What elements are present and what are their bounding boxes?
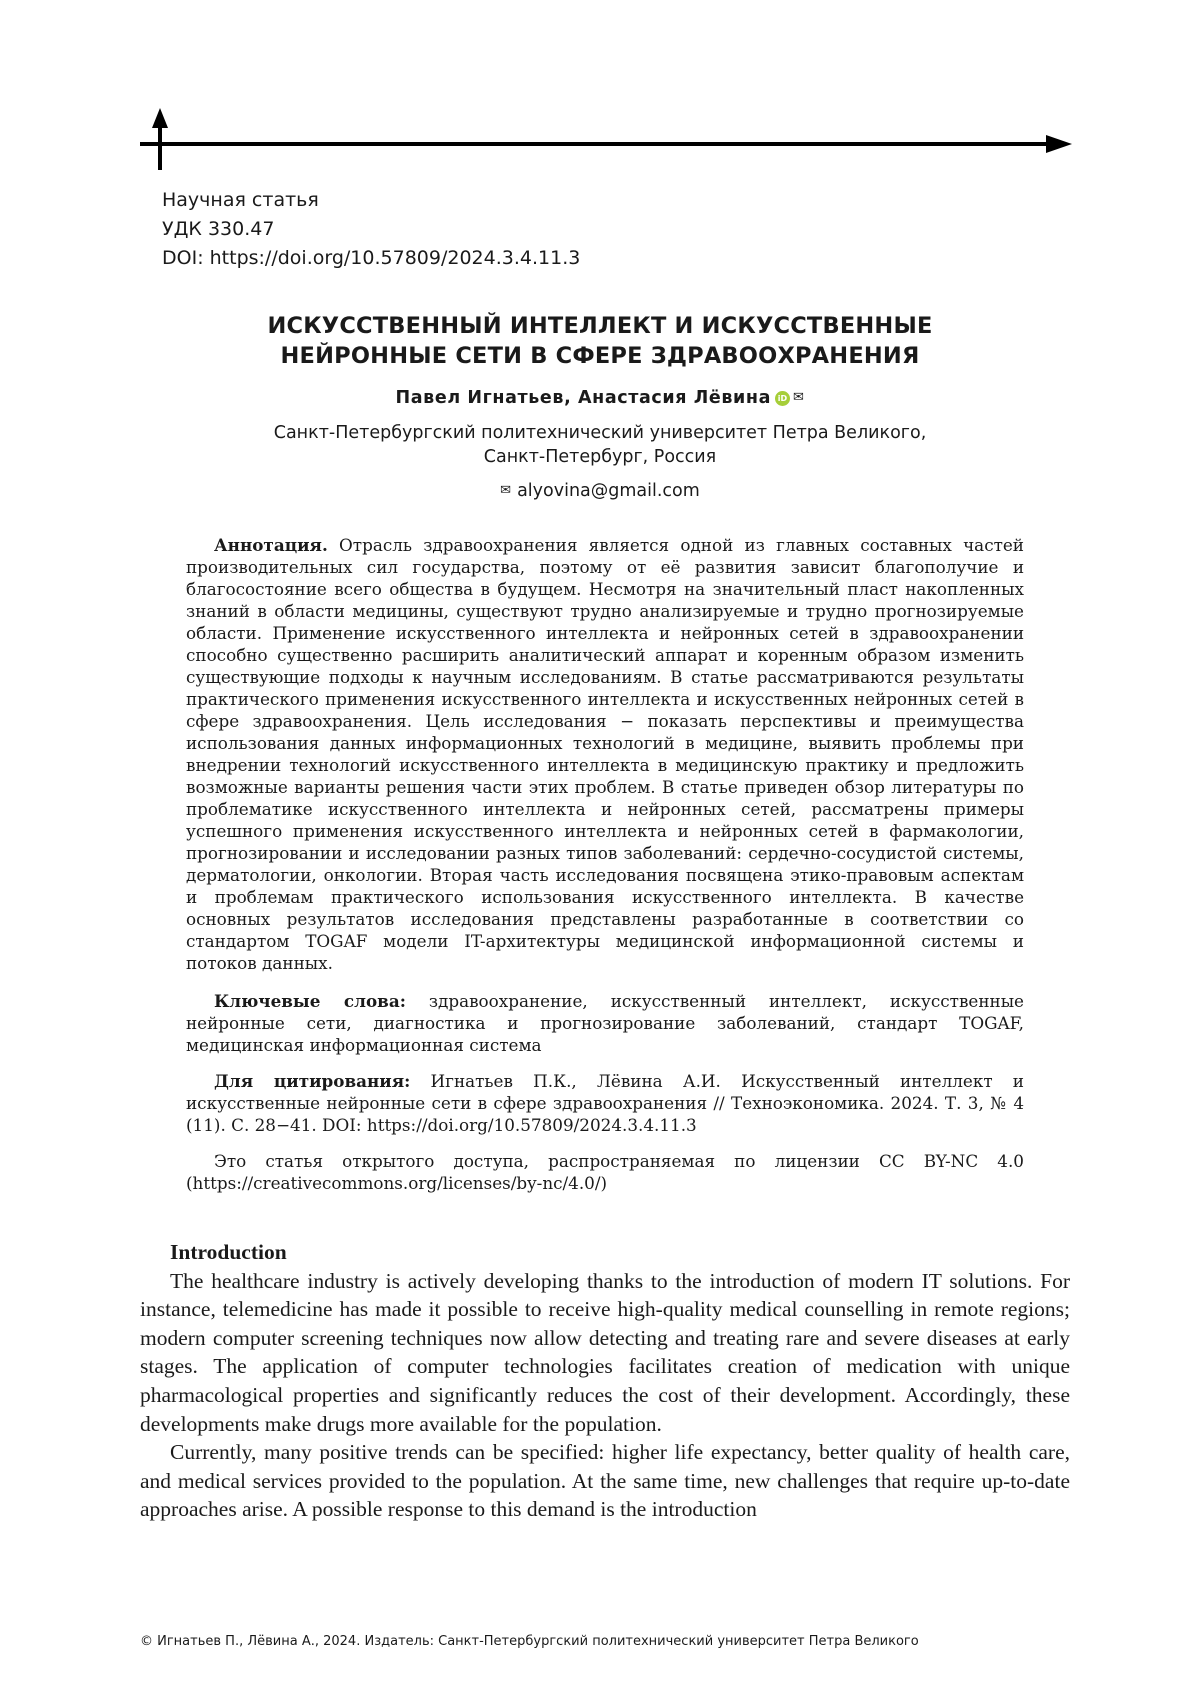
citation-block xyxy=(186,1070,1024,1136)
abstract-text: Отрасль здравоохранения является одной из главных составных частей производительных сил государства, поэтому от её развития зависит благополучие и благосостояние всего общества в будущем. Несмотря на значительный пласт накопленных знаний в области медицины, существуют трудно анализируемые и трудно прогнозируемые области. Применение искусственного интеллекта и нейронных сетей в здравоохранении способно существенно расширить аналитический аппарат и коренным образом изменить существующие подходы к научным исследованиям. В статье рассматриваются результаты практического применения искусственного интеллекта и искусственных нейронных сетей в сфере здравоохранения. Цель исследования − показать перспективы и преимущества использования данных информационных технологий в медицине, выявить проблемы при внедрении технологий искусственного интеллекта в медицинскую практику и предложить возможные варианты решения части этих проблем. В статье приведен обзор литературы по проблематике искусственного интеллекта и нейронных сетей, рассматрены примеры успешного применения искусственного интеллекта и нейронных сетей в фармакологии, прогнозировании и исследовании разных типов заболеваний: сердечно-сосудистой системы, дерматологии, онкологии. Вторая часть исследования посвящена этико-правовым аспектам и проблемам практического использования искусственного интеллекта. В качестве основных результатов исследования представлены разработанные в соответствии со стандартом TOGAF модели IT-архитектуры медицинской информационной системы и потоков данных. xyxy=(186,535,1024,973)
title-line-2: НЕЙРОННЫЕ СЕТИ В СФЕРЕ ЗДРАВООХРАНЕНИЯ xyxy=(280,343,920,369)
authors-line xyxy=(140,386,1060,410)
right-arrowhead-icon xyxy=(1046,135,1072,153)
article-type: Научная статья xyxy=(162,189,319,211)
keywords-text: здравоохранение, искусственный интеллект, искусственные нейронные сети, диагностика и прогнозирование заболеваний, стандарт TOGAF, медицинская информационная система xyxy=(186,991,1024,1055)
license-block xyxy=(186,1150,1024,1194)
affiliation-line-1: Санкт-Петербургский политехнический университет Петра Великого, xyxy=(273,423,927,443)
up-arrowhead-icon xyxy=(152,108,168,128)
affiliation xyxy=(140,421,1060,469)
orcid-icon[interactable]: iD xyxy=(775,391,790,406)
abstract-label: Аннотация. xyxy=(214,535,328,555)
article-meta xyxy=(162,186,580,273)
email-link[interactable]: alyovina@gmail.com xyxy=(517,481,700,501)
keywords-label: Ключевые слова: xyxy=(214,991,406,1011)
doi-link[interactable]: DOI: https://doi.org/10.57809/2024.3.4.11.3 xyxy=(162,247,581,269)
license-text: Это статья открытого доступа, распространяемая по лицензии CC BY-NC 4.0 (https://creativecommons.org/licenses/by-nc/4.0/) xyxy=(186,1151,1024,1193)
corresponding-email xyxy=(140,479,1060,503)
introduction-paragraph-2: Currently, many positive trends can be specified: higher life expectancy, better quality of health care, and medical services provided to the population. At the same time, new challenges that require up-to-date approaches arise. A possible response to this demand is the introduction xyxy=(140,1440,1070,1522)
citation-label: Для цитирования: xyxy=(214,1071,411,1091)
introduction-heading: Introduction xyxy=(170,1240,287,1264)
email-envelope-icon: ✉ xyxy=(500,483,512,498)
keywords-block xyxy=(186,990,1024,1056)
citation-text: Игнатьев П.К., Лёвина А.И. Искусственный интеллект и искусственные нейронные сети в сфере здравоохранения // Техноэкономика. 2024. Т. 3, № 4 (11). С. 28−41. DOI: https://doi.org/10.57809/2024.3.4.11.3 xyxy=(186,1071,1024,1135)
introduction-section xyxy=(140,1238,1070,1524)
introduction-paragraph-1: The healthcare industry is actively developing thanks to the introduction of modern IT solutions. For instance, telemedicine has made it possible to receive high-quality medical counselling in remote regions; modern computer screening techniques now allow detecting and treating rare and severe diseases at early stages. The application of computer technologies facilitates creation of medication with unique pharmacological properties and significantly reduces the cost of their development. Accordingly, these developments make drugs more available for the population. xyxy=(140,1268,1070,1436)
envelope-icon: ✉ xyxy=(792,390,805,405)
abstract-block xyxy=(186,534,1024,974)
affiliation-line-2: Санкт-Петербург, Россия xyxy=(483,447,717,467)
udk-code: УДК 330.47 xyxy=(162,218,275,240)
copyright-footer: © Игнатьев П., Лёвина А., 2024. Издатель: Санкт-Петербургский политехнический университет Петра Великого xyxy=(140,1634,919,1649)
author-names: Павел Игнатьев, Анастасия Лёвина xyxy=(395,388,771,408)
header-axis-arrows xyxy=(0,0,1200,200)
article-title xyxy=(140,311,1060,371)
title-line-1: ИСКУССТВЕННЫЙ ИНТЕЛЛЕКТ И ИСКУССТВЕННЫЕ xyxy=(267,313,933,339)
